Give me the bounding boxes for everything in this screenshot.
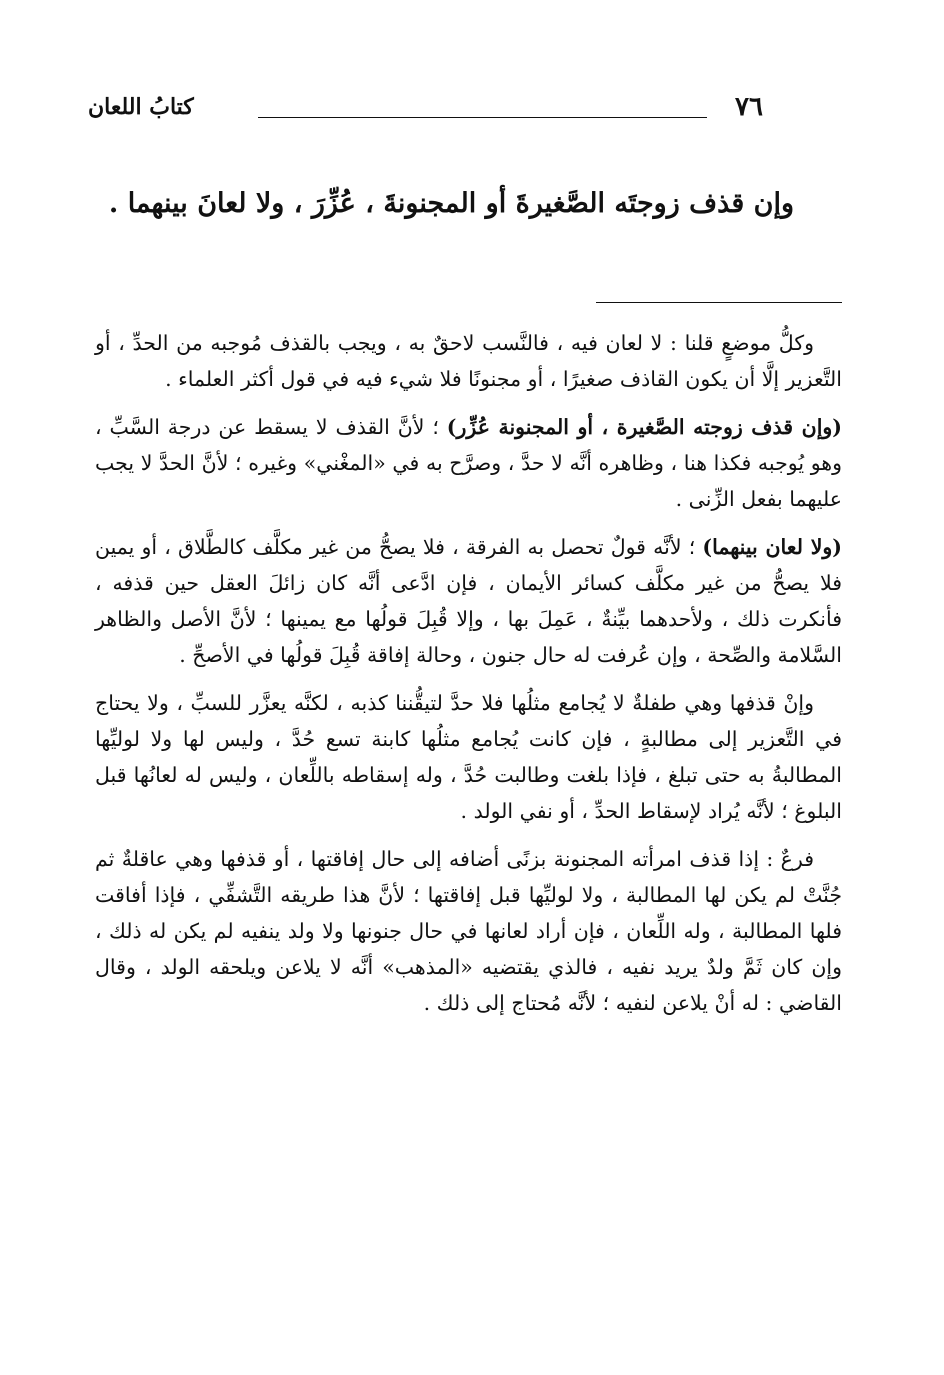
commentary-paragraph-4: وإنْ قذفها وهي طفلةٌ لا يُجامع مثلُها فلا حدَّ لتيقُّننا كذبه ، لكنَّه يعزَّر للسبِّ ، ولا يحتاج في التَّعزير إلى مطالبةٍ ، فإن كانت يُجامع مثلُها كابنة تسع حُدَّ ، وليس لها ولا لوليِّها المطالبةُ به حتى تبلغ ، فإذا بلغت وطالبت حُدَّ ، وله إسقاطه باللِّعان ، وليس له لعانُها قبل البلوغ ؛ لأنَّه يُراد لإسقاط الحدِّ ، أو نفي الولد .	[95, 691, 842, 823]
quoted-matn: (وإن قذف زوجته الصَّغيرة ، أو المجنونة عُزِّر)	[446, 415, 842, 439]
quoted-matn: (ولا لعان بينهما)	[702, 535, 843, 559]
commentary-text: ؛ لأنَّ القذف لا يسقط عن درجة السَّبِّ ، وهو يُوجبه فكذا هنا ، وظاهره أنَّه لا حدَّ ، وصرَّح به في «المغْني» وغيره ؛ لأنَّ الحدَّ لا يجب عليهما بفعل الزِّنى .	[95, 415, 842, 511]
separator-rule	[596, 302, 842, 303]
header-rule	[258, 117, 707, 118]
commentary-paragraph-1: وكلُّ موضعٍ قلنا : لا لعان فيه ، فالنَّسب لاحقٌ به ، ويجب بالقذف مُوجبه من الحدِّ ، أو التَّعزير إلَّا أن يكون القاذف صغيرًا ، أو مجنونًا فلا شيء فيه في قول أكثر العلماء .	[95, 331, 842, 391]
matn-text: وإن قذف زوجتَه الصَّغيرةَ أو المجنونةَ ، عُزِّرَ ، ولا لعانَ بينهما .	[108, 188, 794, 219]
commentary-paragraph-5: فرعٌ : إذا قذف امرأته المجنونة بزنًى أضافه إلى حال إفاقتها ، أو قذفها وهي عاقلةٌ ثم جُنَّتْ لم يكن لها المطالبة ، ولا لوليِّها قبل إفاقتها ؛ لأنَّ هذا طريقه التَّشفِّي ، فإذا أفاقت فلها المطالبة ، وله اللِّعان ، فإن أراد لعانها في حال جنونها ولا ولد ينفيه لم يكن له ذلك ، وإن كان ثَمَّ ولدٌ يريد نفيه ، فالذي يقتضيه «المذهب» أنَّه لا يلاعن ويلحقه الولد ، وقال القاضي : له أنْ يلاعن لنفيه ؛ لأنَّه مُحتاج إلى ذلك .	[95, 847, 842, 1015]
book-title: كتابُ اللعان	[88, 94, 194, 120]
commentary	[95, 325, 842, 1033]
commentary-text: ؛ لأنَّه قولٌ تحصل به الفرقة ، فلا يصحُّ من غير مكلَّف كالطَّلاق ، أو يمين فلا يصحُّ من غير مكلَّف كسائر الأيمان ، فإن ادَّعى أنَّه كان زائلَ العقل حين قذفه ، فأنكرت ذلك ، ولأحدهما بيِّنةٌ ، عَمِلَ بها ، وإلا قُبِلَ قولُها مع يمينها ؛ لأنَّ الأصل والظاهر السَّلامة والصِّحة ، وإن عُرفت له حال جنون ، وحالة إفاقة قُبِلَ قولُها في الأصحِّ .	[95, 535, 842, 667]
commentary-paragraph-3	[95, 529, 842, 673]
page-number: ٧٦	[735, 92, 763, 122]
commentary-paragraph-2	[95, 409, 842, 517]
